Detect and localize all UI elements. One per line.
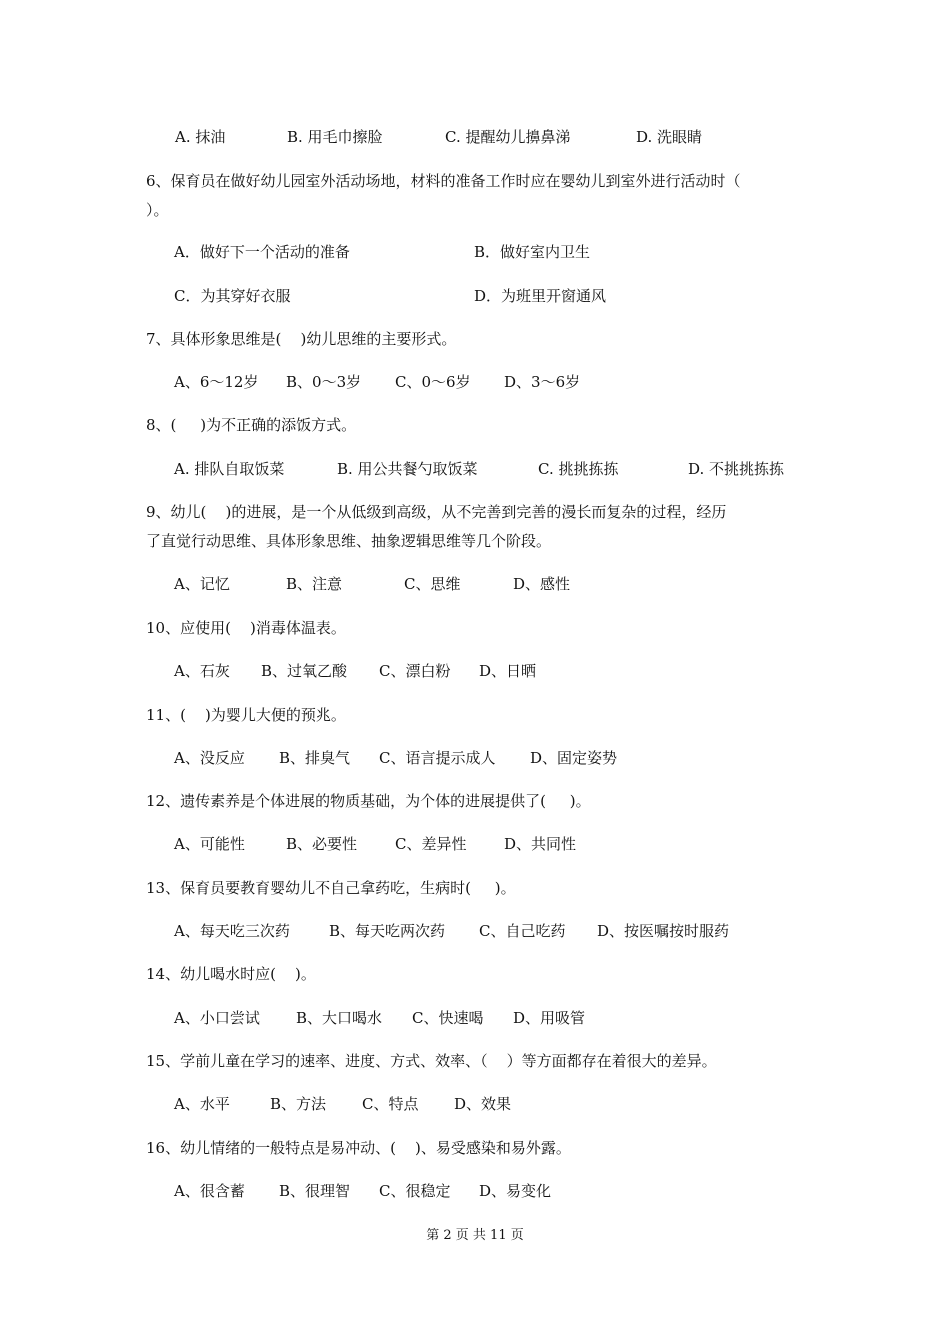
q12-option-c: C、差异性: [395, 835, 467, 853]
page-footer: 第 2 页 共 11 页: [426, 1228, 524, 1243]
q7-stem: 7、具体形象思维是( )幼儿思维的主要形式。: [146, 330, 457, 348]
q8-option-d: D. 不挑挑拣拣: [688, 460, 785, 478]
q12-option-a: A、可能性: [174, 835, 245, 853]
q9-option-c: C、思维: [404, 575, 461, 593]
q9-stem-line1: 9、幼儿( )的进展，是一个从低级到高级，从不完善到完善的漫长而复杂的过程，经历: [146, 503, 727, 521]
q7-option-d: D、3～6岁: [504, 373, 581, 391]
q6-option-c: C．为其穿好衣服: [174, 287, 291, 305]
q6-stem-line2: ）。: [146, 201, 169, 219]
q16-option-b: B、很理智: [279, 1182, 351, 1200]
q14-stem: 14、幼儿喝水时应( )。: [146, 965, 316, 983]
q11-stem: 11、( )为婴儿大便的预兆。: [146, 706, 346, 724]
q5-option-b: B. 用毛巾擦脸: [287, 128, 383, 146]
q8-option-a: A. 排队自取饭菜: [174, 460, 285, 478]
q10-option-c: C、漂白粉: [379, 662, 451, 680]
q13-option-a: A、每天吃三次药: [174, 922, 290, 940]
q11-option-b: B、排臭气: [279, 749, 351, 767]
q5-option-d: D. 洗眼睛: [636, 128, 703, 146]
q14-option-b: B、大口喝水: [296, 1009, 383, 1027]
q11-option-c: C、语言提示成人: [379, 749, 496, 767]
q9-option-b: B、注意: [286, 575, 343, 593]
q8-option-b: B. 用公共餐勺取饭菜: [337, 460, 478, 478]
q10-option-a: A、石灰: [174, 662, 230, 680]
q8-option-c: C. 挑挑拣拣: [538, 460, 619, 478]
q13-stem: 13、保育员要教育婴幼儿不自己拿药吃，生病时( )。: [146, 879, 516, 897]
q16-stem: 16、幼儿情绪的一般特点是易冲动、( )、易受感染和易外露。: [146, 1139, 571, 1157]
q14-option-d: D、用吸管: [513, 1009, 586, 1027]
q15-option-b: B、方法: [270, 1095, 327, 1113]
q16-option-c: C、很稳定: [379, 1182, 451, 1200]
q6-option-d: D．为班里开窗通风: [474, 287, 607, 305]
q16-option-a: A、很含蓄: [174, 1182, 245, 1200]
q8-stem: 8、( )为不正确的添饭方式。: [146, 416, 357, 434]
q15-option-a: A、水平: [174, 1095, 230, 1113]
q5-option-c: C. 提醒幼儿擤鼻涕: [445, 128, 571, 146]
q10-option-b: B、过氧乙酸: [261, 662, 348, 680]
q14-option-c: C、快速喝: [412, 1009, 484, 1027]
q7-option-c: C、0～6岁: [395, 373, 471, 391]
q13-option-d: D、按医嘱按时服药: [597, 922, 730, 940]
q9-option-d: D、感性: [513, 575, 571, 593]
q12-option-b: B、必要性: [286, 835, 358, 853]
q14-option-a: A、小口尝试: [174, 1009, 260, 1027]
q15-option-d: D、效果: [454, 1095, 512, 1113]
q12-option-d: D、共同性: [504, 835, 577, 853]
q12-stem: 12、遗传素养是个体进展的物质基础，为个体的进展提供了( )。: [146, 792, 591, 810]
q5-option-a: A. 抹油: [175, 128, 226, 146]
q10-stem: 10、应使用( )消毒体温表。: [146, 619, 346, 637]
q16-option-d: D、易变化: [479, 1182, 552, 1200]
q9-stem-line2: 了直觉行动思维、具体形象思维、抽象逻辑思维等几个阶段。: [146, 532, 552, 550]
q15-stem: 15、学前儿童在学习的速率、进度、方式、效率、（ ）等方面都存在着很大的差异。: [146, 1052, 717, 1070]
q11-option-a: A、没反应: [174, 749, 245, 767]
q7-option-a: A、6～12岁: [174, 373, 259, 391]
q6-option-b: B．做好室内卫生: [474, 243, 591, 261]
q6-stem-line1: 6、保育员在做好幼儿园室外活动场地，材料的准备工作时应在婴幼儿到室外进行活动时（: [146, 172, 741, 190]
q10-option-d: D、日晒: [479, 662, 537, 680]
q6-option-a: A．做好下一个活动的准备: [174, 243, 350, 261]
q11-option-d: D、固定姿势: [530, 749, 618, 767]
q13-option-b: B、每天吃两次药: [329, 922, 446, 940]
q15-option-c: C、特点: [362, 1095, 419, 1113]
q13-option-c: C、自己吃药: [479, 922, 566, 940]
q7-option-b: B、0～3岁: [286, 373, 362, 391]
q9-option-a: A、记忆: [174, 575, 230, 593]
